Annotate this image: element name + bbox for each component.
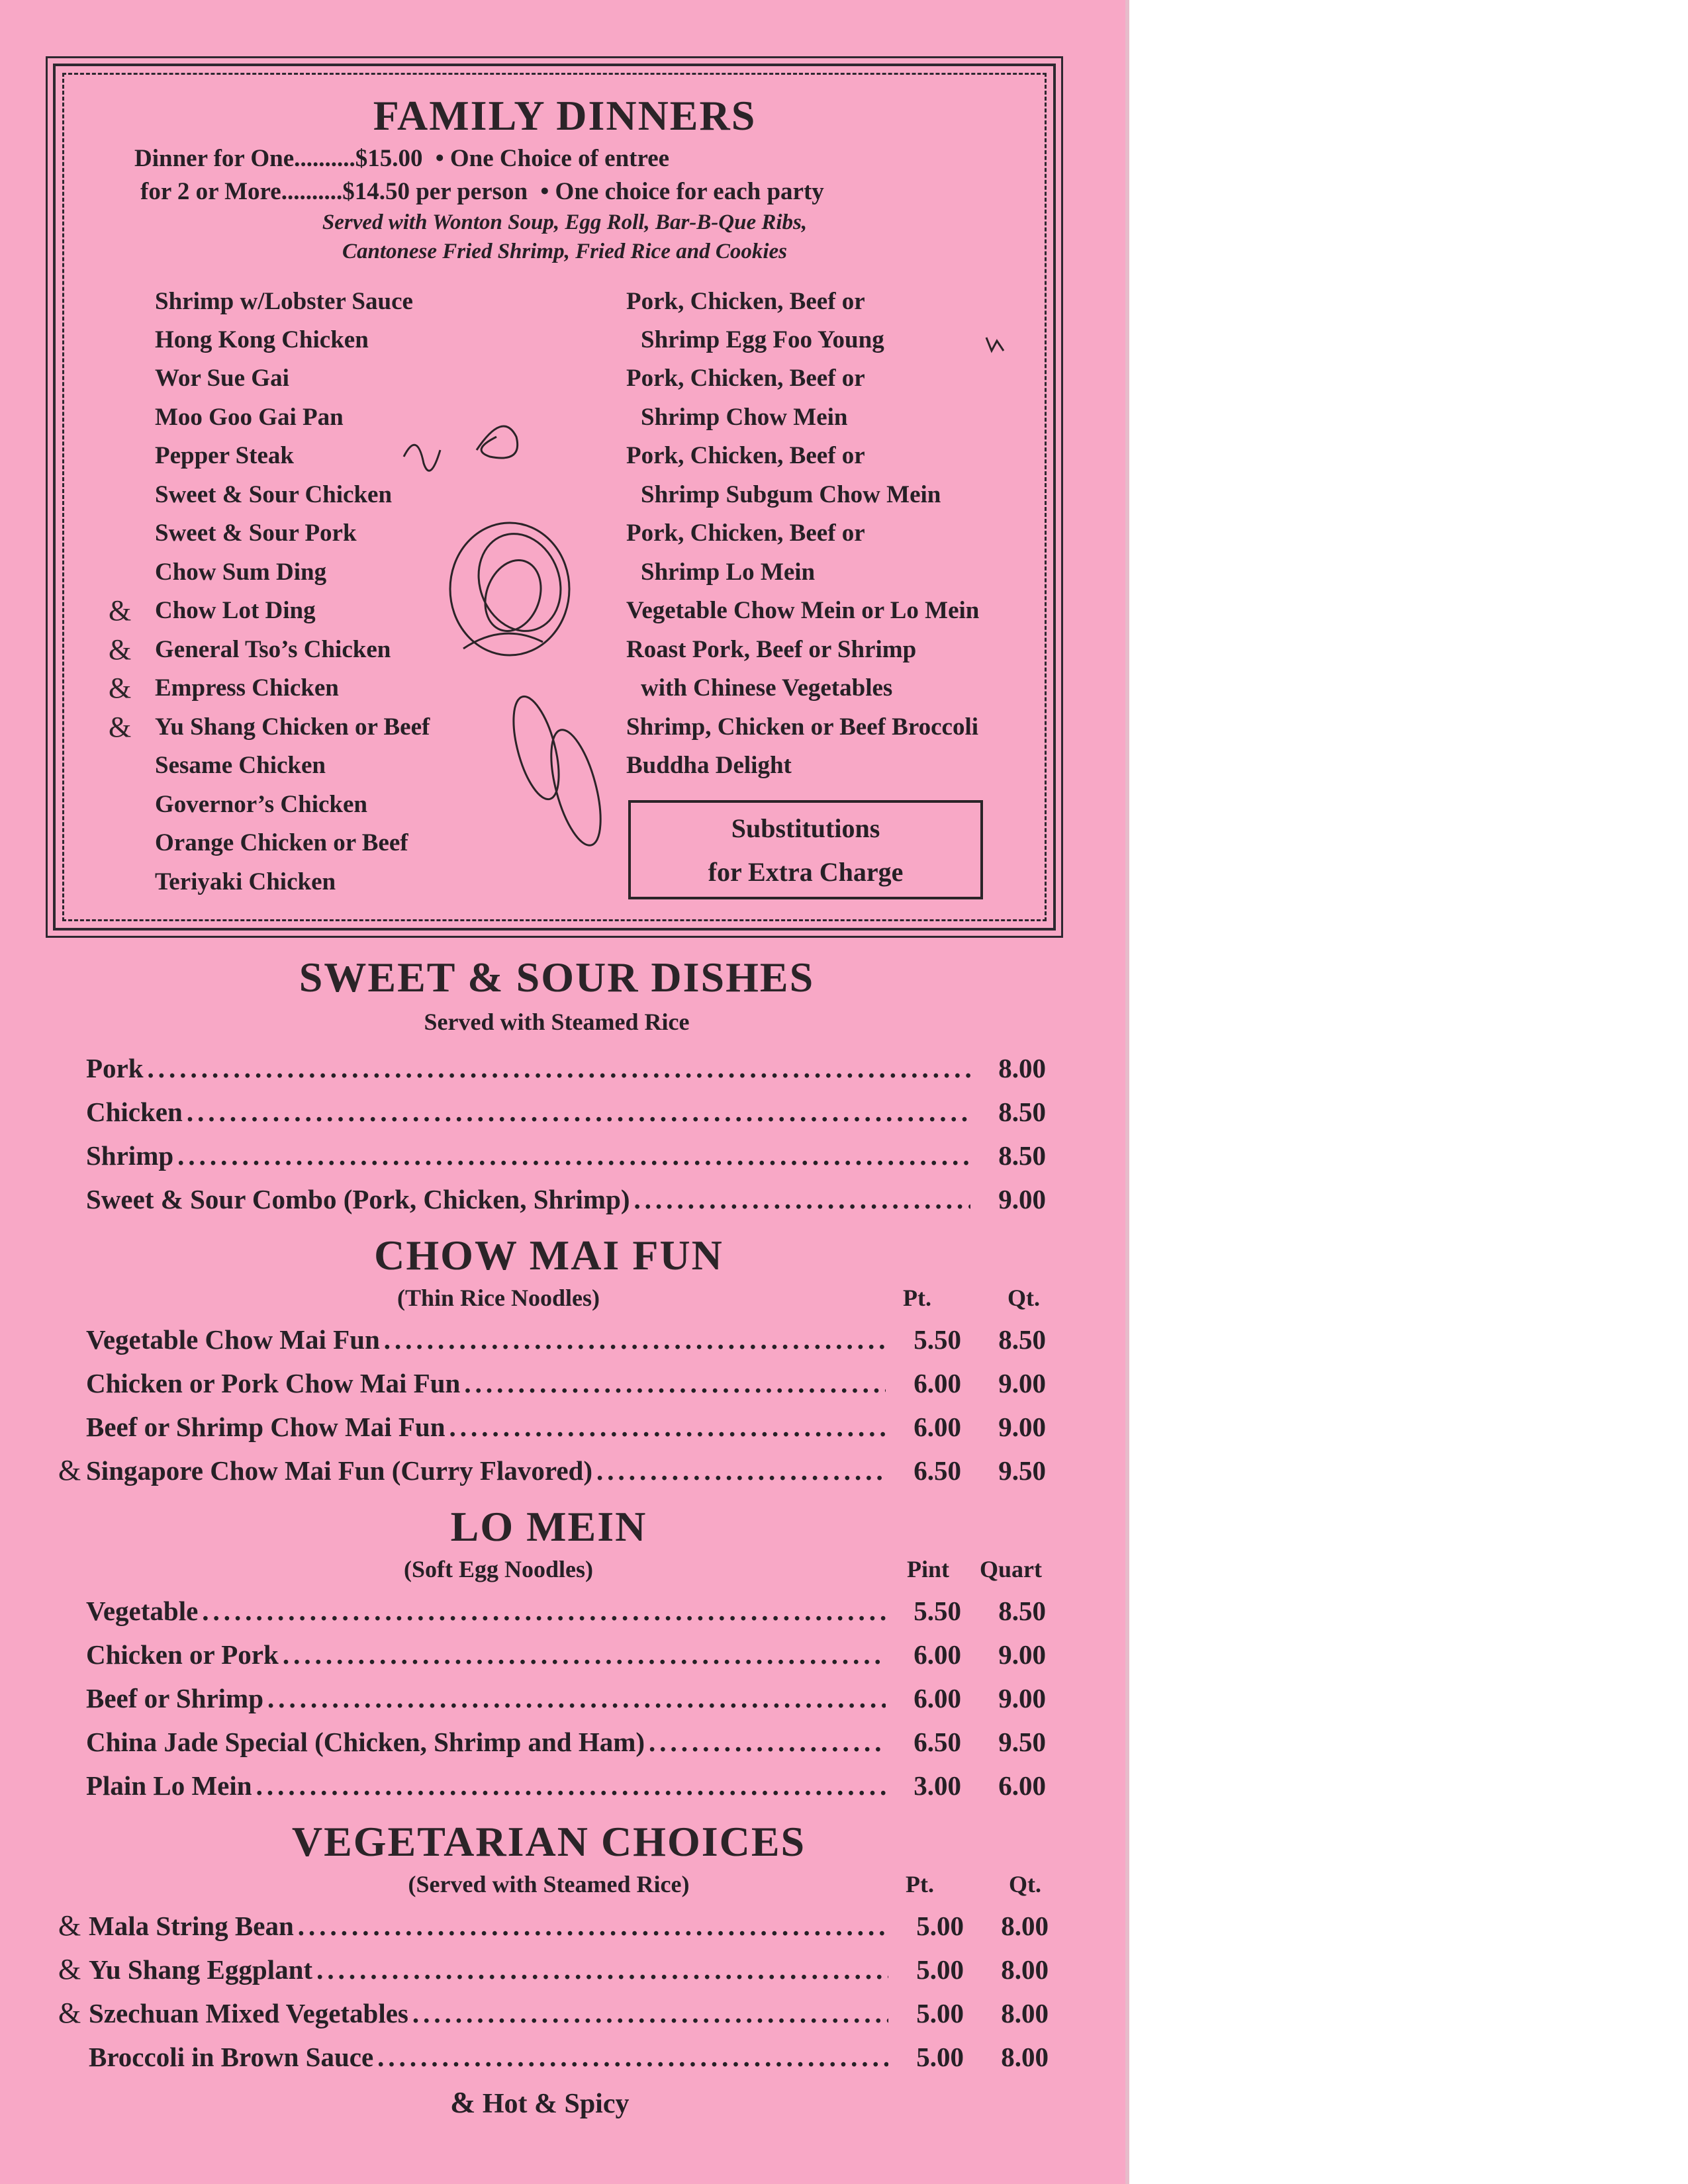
family-left-item: Sweet & Sour Pork (155, 520, 357, 547)
menu-item-row (86, 1764, 1046, 1807)
hot-pepper-icon: & (58, 1953, 81, 1985)
sweet-sour-title: SWEET & SOUR DISHES (299, 954, 815, 1001)
item-price-quart: 6.00 (998, 1770, 1046, 1801)
item-price-quart: 8.00 (1001, 1911, 1049, 1941)
item-name: Mala String Bean (89, 1911, 294, 1941)
dinner-for-more-note: • One choice for each party (540, 178, 824, 205)
item-price-pint: 6.00 (914, 1412, 961, 1442)
family-right-item: Shrimp Egg Foo Young (641, 326, 884, 353)
dinner-for-more-price: $14.50 per person (342, 178, 528, 205)
family-left-item: Orange Chicken or Beef (155, 829, 408, 856)
item-name: Yu Shang Eggplant (89, 1954, 313, 1985)
item-name: Vegetable (86, 1596, 199, 1626)
family-right-item: Vegetable Chow Mein or Lo Mein (626, 597, 980, 624)
family-left-item: Sesame Chicken (155, 752, 326, 779)
item-price: 8.00 (998, 1053, 1046, 1083)
item-price: 8.50 (998, 1097, 1046, 1127)
item-price-pint: 5.00 (916, 1911, 964, 1941)
item-price-quart: 9.00 (998, 1639, 1046, 1670)
family-right-item: Roast Pork, Beef or Shrimp (626, 636, 917, 663)
leader-dots (148, 1047, 970, 1089)
item-price-pint: 5.00 (916, 2042, 964, 2072)
item-price-pint: 5.00 (916, 1998, 964, 2028)
hot-pepper-icon: & (109, 633, 132, 666)
menu-item-row (86, 1091, 1046, 1133)
paper-edge (1125, 0, 1129, 2184)
item-price-pint: 5.50 (914, 1324, 961, 1355)
item-price-quart: 8.00 (1001, 1998, 1049, 2028)
item-price-pint: 6.00 (914, 1368, 961, 1398)
item-price-pint: 6.00 (914, 1683, 961, 1713)
leader-dots (384, 1318, 886, 1361)
leader-dots (267, 1677, 886, 1719)
item-name: Chicken or Pork Chow Mai Fun (86, 1368, 461, 1398)
menu-item-row (86, 1633, 1046, 1676)
dinner-for-one-line (134, 144, 669, 173)
family-left-item: Yu Shang Chicken or Beef (155, 713, 430, 741)
menu-item-row (86, 1449, 1046, 1492)
served-with-line-1: Served with Wonton Soup, Egg Roll, Bar-B-Que Ribs, (322, 210, 808, 234)
family-right-item: Shrimp Subgum Chow Mein (641, 481, 941, 508)
legend-label: Hot & Spicy (482, 2089, 630, 2119)
family-right-item: Shrimp, Chicken or Beef Broccoli (626, 713, 979, 741)
item-name: Chicken or Pork (86, 1639, 279, 1670)
hot-pepper-icon: & (58, 1997, 81, 2029)
menu-item-row (89, 1992, 1049, 2034)
family-right-item: with Chinese Vegetables (641, 674, 893, 702)
item-name: Shrimp (86, 1140, 174, 1171)
menu-item-row (86, 1362, 1046, 1404)
menu-item-row (86, 1590, 1046, 1632)
dinner-for-one-note: • One Choice of entree (435, 145, 670, 172)
leader-dots (256, 1764, 886, 1807)
item-name: Pork (86, 1053, 144, 1083)
quart-header: Qt. (1008, 1285, 1040, 1311)
item-price: 8.50 (998, 1140, 1046, 1171)
family-right-item: Buddha Delight (626, 752, 792, 779)
item-price-quart: 8.50 (998, 1596, 1046, 1626)
family-left-item: Governor’s Chicken (155, 791, 367, 818)
family-left-item: Teriyaki Chicken (155, 868, 336, 895)
quart-header: Qt. (1009, 1871, 1041, 1897)
dinner-for-more-dots: .......... (281, 178, 343, 205)
dinner-for-one-price: $15.00 (355, 145, 423, 172)
hot-pepper-icon: & (450, 2085, 476, 2119)
family-right-item: Shrimp Lo Mein (641, 559, 816, 586)
item-price-pint: 5.00 (916, 1954, 964, 1985)
lo-mein-subtitle: (Soft Egg Noodles) (404, 1556, 593, 1582)
leader-dots (464, 1362, 886, 1404)
hot-pepper-icon: & (109, 711, 132, 743)
item-price-quart: 9.00 (998, 1683, 1046, 1713)
dinner-for-more-label: for 2 or More (140, 178, 281, 205)
family-dinners-title: FAMILY DINNERS (373, 92, 757, 139)
substitutions-line-2: for Extra Charge (708, 857, 904, 887)
item-price-quart: 8.00 (1001, 1954, 1049, 1985)
family-right-item: Shrimp Chow Mein (641, 404, 848, 431)
item-price: 9.00 (998, 1184, 1046, 1214)
item-price-quart: 8.00 (1001, 2042, 1049, 2072)
chow-mai-fun-title: CHOW MAI FUN (374, 1232, 724, 1279)
menu-item-row (86, 1318, 1046, 1361)
leader-dots (298, 1905, 888, 1947)
family-left-item: Wor Sue Gai (155, 365, 289, 392)
item-price-pint: 6.50 (914, 1727, 961, 1757)
family-right-item: Pork, Chicken, Beef or (626, 442, 865, 469)
dinner-for-more-line (140, 177, 824, 206)
item-name: Broccoli in Brown Sauce (89, 2042, 374, 2072)
item-name: Sweet & Sour Combo (Pork, Chicken, Shrimp) (86, 1184, 630, 1214)
item-price-quart: 9.50 (998, 1455, 1046, 1486)
menu-item-row (86, 1677, 1046, 1719)
leader-dots (596, 1449, 886, 1492)
leader-dots (283, 1633, 886, 1676)
item-price-pint: 5.50 (914, 1596, 961, 1626)
family-right-item: Pork, Chicken, Beef or (626, 365, 865, 392)
family-left-item: Empress Chicken (155, 674, 339, 702)
leader-dots (202, 1590, 886, 1632)
leader-dots (316, 1948, 888, 1991)
menu-item-row (86, 1047, 1046, 1089)
substitutions-box (628, 800, 983, 899)
family-right-item: Pork, Chicken, Beef or (626, 288, 865, 315)
item-name: Singapore Chow Mai Fun (Curry Flavored) (86, 1455, 592, 1486)
substitutions-line-1: Substitutions (731, 813, 880, 843)
vegetarian-subtitle: (Served with Steamed Rice) (408, 1871, 690, 1897)
dinner-for-one-label: Dinner for One. (134, 145, 301, 172)
hot-pepper-icon: & (109, 594, 132, 627)
hot-spicy-legend (450, 2085, 630, 2120)
leader-dots (377, 2036, 888, 2078)
item-name: Plain Lo Mein (86, 1770, 252, 1801)
item-price-pint: 6.00 (914, 1639, 961, 1670)
leader-dots (634, 1178, 970, 1220)
family-left-item: Chow Lot Ding (155, 597, 316, 624)
leader-dots (649, 1721, 886, 1763)
item-price-quart: 9.00 (998, 1368, 1046, 1398)
item-price-quart: 9.00 (998, 1412, 1046, 1442)
family-left-item: Sweet & Sour Chicken (155, 481, 393, 508)
item-name: China Jade Special (Chicken, Shrimp and Ham) (86, 1727, 645, 1757)
item-price-pint: 6.50 (914, 1455, 961, 1486)
hot-pepper-icon: & (109, 672, 132, 704)
served-with-line-2: Cantonese Fried Shrimp, Fried Rice and Cookies (342, 240, 787, 263)
item-name: Beef or Shrimp Chow Mai Fun (86, 1412, 445, 1442)
pint-header: Pt. (903, 1285, 931, 1311)
item-price-pint: 3.00 (914, 1770, 961, 1801)
family-left-item: Chow Sum Ding (155, 559, 327, 586)
family-left-item: Shrimp w/Lobster Sauce (155, 288, 413, 315)
dinner-for-one-dots: ......... (300, 145, 355, 172)
item-name: Szechuan Mixed Vegetables (89, 1998, 408, 2028)
leader-dots (412, 1992, 888, 2034)
menu-item-row (86, 1134, 1046, 1177)
leader-dots (449, 1406, 886, 1448)
pint-header: Pt. (906, 1871, 934, 1897)
menu-item-row (86, 1178, 1046, 1220)
family-left-item: General Tso’s Chicken (155, 636, 391, 663)
family-left-item: Moo Goo Gai Pan (155, 404, 344, 431)
item-price-quart: 8.50 (998, 1324, 1046, 1355)
menu-item-row (89, 2036, 1049, 2078)
menu-item-row (86, 1406, 1046, 1448)
hot-pepper-icon: & (58, 1454, 81, 1486)
menu-item-row (89, 1905, 1049, 1947)
family-left-item: Hong Kong Chicken (155, 326, 369, 353)
item-name: Vegetable Chow Mai Fun (86, 1324, 380, 1355)
menu-item-row (89, 1948, 1049, 1991)
item-price-quart: 9.50 (998, 1727, 1046, 1757)
family-left-item: Pepper Steak (155, 442, 295, 469)
menu-item-row (86, 1721, 1046, 1763)
item-name: Beef or Shrimp (86, 1683, 264, 1713)
item-name: Chicken (86, 1097, 183, 1127)
hot-pepper-icon: & (58, 1909, 81, 1942)
lo-mein-title: LO MEIN (450, 1503, 647, 1550)
leader-dots (177, 1134, 970, 1177)
vegetarian-title: VEGETARIAN CHOICES (291, 1818, 806, 1865)
leader-dots (187, 1091, 970, 1133)
family-right-item: Pork, Chicken, Beef or (626, 520, 865, 547)
pint-header: Pint (907, 1556, 950, 1582)
quart-header: Quart (980, 1556, 1042, 1582)
chow-mai-fun-subtitle: (Thin Rice Noodles) (397, 1285, 600, 1311)
sweet-sour-subtitle: Served with Steamed Rice (424, 1009, 690, 1035)
